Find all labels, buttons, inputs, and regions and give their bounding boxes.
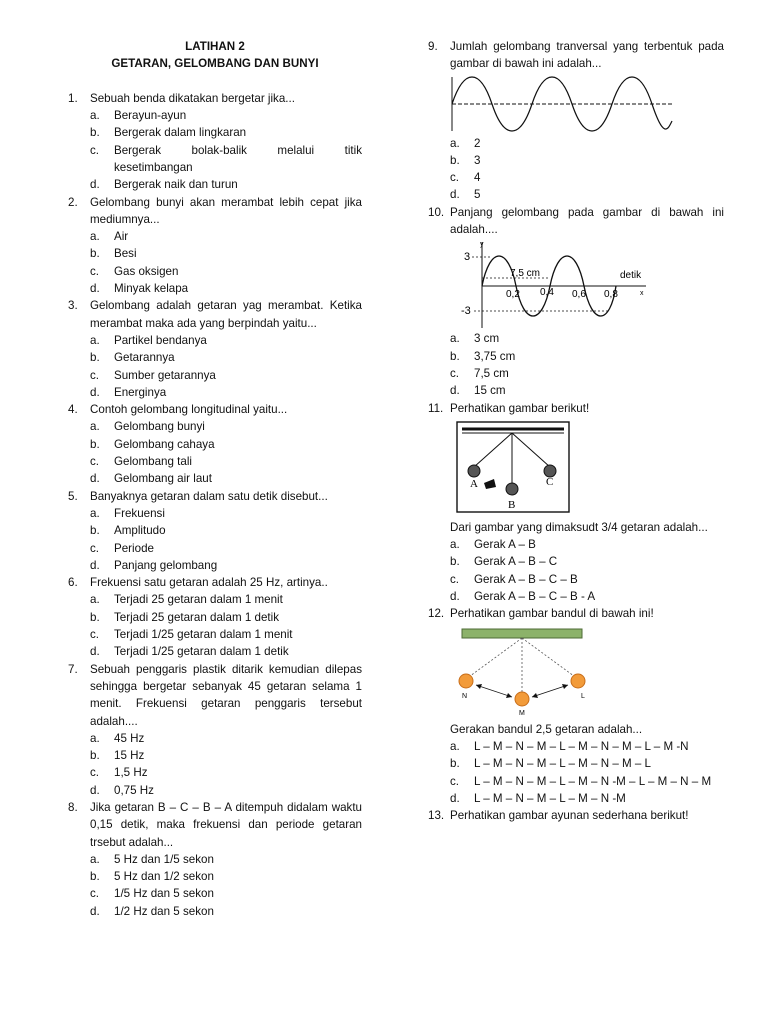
option-text: Panjang gelombang (114, 558, 218, 572)
question-1 (68, 90, 362, 194)
option (90, 609, 362, 626)
pendulum-bob-l (571, 674, 585, 688)
pendulum-bob-b (506, 483, 518, 495)
option (90, 747, 362, 764)
question-9 (428, 38, 724, 204)
pendulum-figure-lmn (446, 627, 596, 717)
option-text: Gelombang bunyi (114, 420, 205, 434)
question-7 (68, 661, 362, 799)
option-letter: c. (90, 887, 100, 901)
option-letter: d. (90, 558, 100, 572)
amplitude-bottom-label: -3 (461, 305, 471, 318)
question-number: 12. (428, 607, 445, 621)
option (90, 764, 362, 781)
option-text: Gelombang cahaya (114, 437, 215, 451)
option (90, 349, 362, 366)
option-text: 3 cm (474, 332, 500, 346)
question-13 (428, 807, 724, 824)
option (90, 470, 362, 487)
option-letter: a. (90, 852, 100, 866)
option (450, 135, 724, 152)
option-text: 45 Hz (114, 731, 145, 745)
option-letter: b. (90, 437, 100, 451)
option-text: Air (114, 230, 129, 244)
option-text: Sumber getarannya (114, 368, 216, 382)
option-letter: b. (450, 349, 460, 363)
option (90, 782, 362, 799)
option-letter: a. (90, 506, 100, 520)
option-text: Energinya (114, 385, 167, 399)
option-text: 3,75 cm (474, 349, 516, 363)
question-number: 13. (428, 809, 445, 823)
option-text: L – M – N – M – L – M – N – M – L (474, 757, 651, 771)
pendulum-string-c (512, 433, 550, 467)
question-2 (68, 194, 362, 298)
option-letter: a. (90, 230, 100, 244)
option-letter: a. (450, 739, 460, 753)
question-stem: Sebuah penggaris plastik ditarik kemudian dilepas sehingga bergetar sebanyak 45 getaran selama 1 menit. Frekuensi getaran penggaris tersebut adalah.... (90, 662, 362, 728)
question-stem: Frekuensi satu getaran adalah 25 Hz, artinya.. (90, 576, 328, 590)
option-letter: c. (450, 366, 460, 380)
option-text: Amplitudo (114, 524, 166, 538)
option-text: Terjadi 1/25 getaran dalam 1 detik (114, 645, 289, 659)
question-number: 1. (68, 91, 78, 105)
option (90, 418, 362, 435)
question-stem: Perhatikan gambar berikut! (450, 401, 590, 415)
option-text: Bergerak dalam lingkaran (114, 126, 247, 140)
option-text: 5 (474, 188, 481, 202)
question-number: 4. (68, 403, 78, 417)
option-letter: c. (450, 171, 460, 185)
option-letter: c. (90, 541, 100, 555)
option-letter: c. (90, 455, 100, 469)
option (90, 885, 362, 902)
option (450, 382, 724, 399)
option (450, 365, 724, 382)
option (450, 755, 724, 772)
page-title: LATIHAN 2 (185, 40, 245, 53)
option-letter: b. (90, 524, 100, 538)
option-letter: b. (450, 555, 460, 569)
pendulum-marker (484, 479, 496, 489)
option-text: L – M – N – M – L – M – N -M (474, 791, 626, 805)
question-10 (428, 204, 724, 400)
option-letter: d. (90, 783, 100, 797)
pendulum-label-c: C (546, 475, 554, 488)
option-text: 15 Hz (114, 749, 145, 763)
option-letter: d. (450, 791, 460, 805)
option-text: Gerak A – B – C – B - A (474, 590, 596, 604)
option-letter: b. (450, 153, 460, 167)
transverse-wave-figure (450, 73, 682, 135)
option (90, 384, 362, 401)
option-letter: b. (90, 610, 100, 624)
option-letter: a. (90, 731, 100, 745)
option-text: L – M – N – M – L – M – N – M – L – M -N (474, 739, 689, 753)
tick-label: 0,8 (604, 289, 618, 301)
option (90, 280, 362, 297)
option (450, 588, 724, 605)
option-text: Bergerak bolak-balik melalui titik kesetimbangan (114, 143, 362, 174)
option-letter: b. (90, 126, 100, 140)
pendulum-label-m: M (519, 709, 525, 717)
pendulum-figure-abc (456, 421, 586, 515)
question-number: 5. (68, 489, 78, 503)
option (90, 124, 362, 141)
question-number: 8. (68, 800, 78, 814)
option (450, 348, 724, 365)
question-number: 9. (428, 40, 438, 53)
option-text: Terjadi 25 getaran dalam 1 detik (114, 610, 279, 624)
question-followup: Dari gambar yang dimaksudt 3/4 getaran adalah... (450, 520, 708, 534)
option (90, 851, 362, 868)
question-5 (68, 488, 362, 574)
pendulum-label-a: A (470, 477, 478, 490)
question-number: 7. (68, 662, 78, 676)
question-stem: Jumlah gelombang tranversal yang terbentuk pada gambar di bawah ini adalah... (450, 40, 724, 71)
option-letter: a. (450, 136, 460, 150)
question-stem: Perhatikan gambar bandul di bawah ini! (450, 607, 654, 621)
option (90, 367, 362, 384)
option (450, 571, 724, 588)
option-text: L – M – N – M – L – M – N -M – L – M – N – M (474, 774, 712, 788)
pendulum-string-l (522, 638, 578, 679)
option (450, 536, 724, 553)
option-text: 2 (474, 136, 481, 150)
option (450, 186, 724, 203)
option-text: Periode (114, 541, 154, 555)
pendulum-support-bar (462, 629, 582, 638)
option-text: Gelombang air laut (114, 472, 212, 486)
option (450, 553, 724, 570)
tick-label: 0,6 (572, 289, 586, 301)
option (90, 626, 362, 643)
option-letter: b. (90, 749, 100, 763)
option-text: Frekuensi (114, 506, 165, 520)
option-letter: a. (90, 333, 100, 347)
option-letter: a. (90, 420, 100, 434)
option-letter: b. (90, 870, 100, 884)
option-text: 1,5 Hz (114, 766, 148, 780)
option-text: Bergerak naik dan turun (114, 178, 238, 192)
pendulum-label-l: L (581, 692, 585, 700)
option-text: 0,75 Hz (114, 783, 154, 797)
option-text: Berayun-ayun (114, 109, 187, 123)
right-column (428, 38, 724, 824)
option-text: Minyak kelapa (114, 282, 189, 296)
question-stem: Panjang gelombang pada gambar di bawah ini adalah.... (450, 205, 724, 237)
option (90, 332, 362, 349)
swing-arrow-right (532, 685, 568, 697)
option-text: 5 Hz dan 1/2 sekon (114, 870, 214, 884)
option (450, 773, 724, 790)
option (450, 152, 724, 169)
option (90, 505, 362, 522)
option-text: 5 Hz dan 1/5 sekon (114, 852, 214, 866)
option-letter: c. (90, 264, 100, 278)
option (90, 245, 362, 262)
option-text: Gerak A – B (474, 538, 536, 552)
option-letter: a. (90, 593, 100, 607)
question-stem: Contoh gelombang longitudinal yaitu... (90, 403, 288, 417)
option (90, 176, 362, 193)
option (90, 540, 362, 557)
option-letter: c. (450, 774, 460, 788)
option-letter: d. (90, 385, 100, 399)
question-stem: Gelombang bunyi akan merambat lebih cepat jika mediumnya... (90, 195, 362, 226)
option (450, 330, 724, 347)
option-text: Gerak A – B – C – B (474, 572, 578, 586)
question-6 (68, 574, 362, 660)
option-text: Gerak A – B – C (474, 555, 558, 569)
option-letter: a. (450, 332, 460, 346)
option (90, 868, 362, 885)
x-axis-label: x (640, 290, 644, 298)
option (450, 169, 724, 186)
option-letter: d. (90, 904, 100, 918)
question-stem: Perhatikan gambar ayunan sederhana berikut! (450, 809, 689, 823)
option-letter: b. (90, 351, 100, 365)
option (90, 436, 362, 453)
option-letter: c. (450, 572, 460, 586)
option-letter: b. (450, 757, 460, 771)
option-text: 1/2 Hz dan 5 sekon (114, 904, 214, 918)
question-number: 10. (428, 205, 445, 219)
option-text: Terjadi 25 getaran dalam 1 menit (114, 593, 283, 607)
question-stem: Sebuah benda dikatakan bergetar jika... (90, 91, 295, 105)
question-stem: Jika getaran B – C – B – A ditempuh didalam waktu 0,15 detik, maka frekuensi dan periode getaran trsebut adalah... (90, 800, 362, 849)
left-column (68, 38, 362, 920)
question-3 (68, 297, 362, 401)
question-8 (68, 799, 362, 920)
pendulum-string-n (466, 638, 522, 679)
pendulum-label-n: N (462, 692, 468, 700)
option-letter: d. (90, 472, 100, 486)
option (90, 453, 362, 470)
option (90, 903, 362, 920)
option-text: Gas oksigen (114, 264, 179, 278)
question-number: 6. (68, 576, 78, 590)
option (90, 263, 362, 280)
wave-graph-figure (450, 238, 672, 330)
option (90, 142, 362, 177)
tick-label: 0,2 (506, 289, 520, 301)
option (450, 738, 724, 755)
option-letter: a. (90, 109, 100, 123)
question-11 (428, 400, 724, 606)
option-letter: d. (450, 188, 460, 202)
pendulum-bob-m (515, 692, 529, 706)
question-number: 3. (68, 299, 78, 313)
question-followup: Gerakan bandul 2,5 getaran adalah... (450, 722, 643, 736)
option (90, 228, 362, 245)
option (90, 591, 362, 608)
option-text: Partikel bendanya (114, 333, 207, 347)
option-text: Gelombang tali (114, 455, 192, 469)
option-letter: d. (90, 282, 100, 296)
option (90, 107, 362, 124)
question-4 (68, 401, 362, 487)
option-letter: d. (90, 178, 100, 192)
option-text: Getarannya (114, 351, 175, 365)
option-letter: c. (90, 628, 100, 642)
option-letter: c. (90, 368, 100, 382)
option-letter: c. (90, 766, 100, 780)
question-stem: Gelombang adalah getaran yag merambat. Ketika merambat maka ada yang berpindah yaitu... (90, 299, 362, 330)
option (90, 557, 362, 574)
option-letter: d. (90, 645, 100, 659)
swing-arrow-left (476, 685, 512, 697)
option (450, 790, 724, 807)
option-letter: d. (450, 384, 460, 398)
option-text: Besi (114, 247, 137, 261)
pendulum-bob-n (459, 674, 473, 688)
option (90, 522, 362, 539)
option-letter: c. (90, 143, 100, 157)
option-text: 7,5 cm (474, 366, 509, 380)
y-axis-label: y (480, 241, 484, 249)
question-12 (428, 605, 724, 807)
option-text: 1/5 Hz dan 5 sekon (114, 887, 214, 901)
option-letter: d. (450, 590, 460, 604)
pendulum-string-a (474, 433, 512, 467)
option-letter: b. (90, 247, 100, 261)
question-number: 2. (68, 195, 78, 209)
pendulum-bob-a (468, 465, 480, 477)
option-text: 4 (474, 171, 481, 185)
option-text: 3 (474, 153, 481, 167)
pendulum-label-b: B (508, 498, 516, 511)
amplitude-top-label: 3 (464, 251, 471, 264)
option-text: Terjadi 1/25 getaran dalam 1 menit (114, 628, 293, 642)
option (90, 643, 362, 660)
question-number: 11. (428, 401, 444, 415)
tick-label: 0,4 (540, 287, 554, 299)
option-text: 15 cm (474, 384, 506, 398)
option (90, 730, 362, 747)
wavelength-label: 7,5 cm (510, 268, 541, 280)
option-letter: a. (450, 538, 460, 552)
time-axis-label: detik (620, 270, 642, 282)
page-subtitle: GETARAN, GELOMBANG DAN BUNYI (111, 57, 319, 71)
question-stem: Banyaknya getaran dalam satu detik disebut... (90, 489, 328, 503)
page-header (68, 38, 362, 73)
